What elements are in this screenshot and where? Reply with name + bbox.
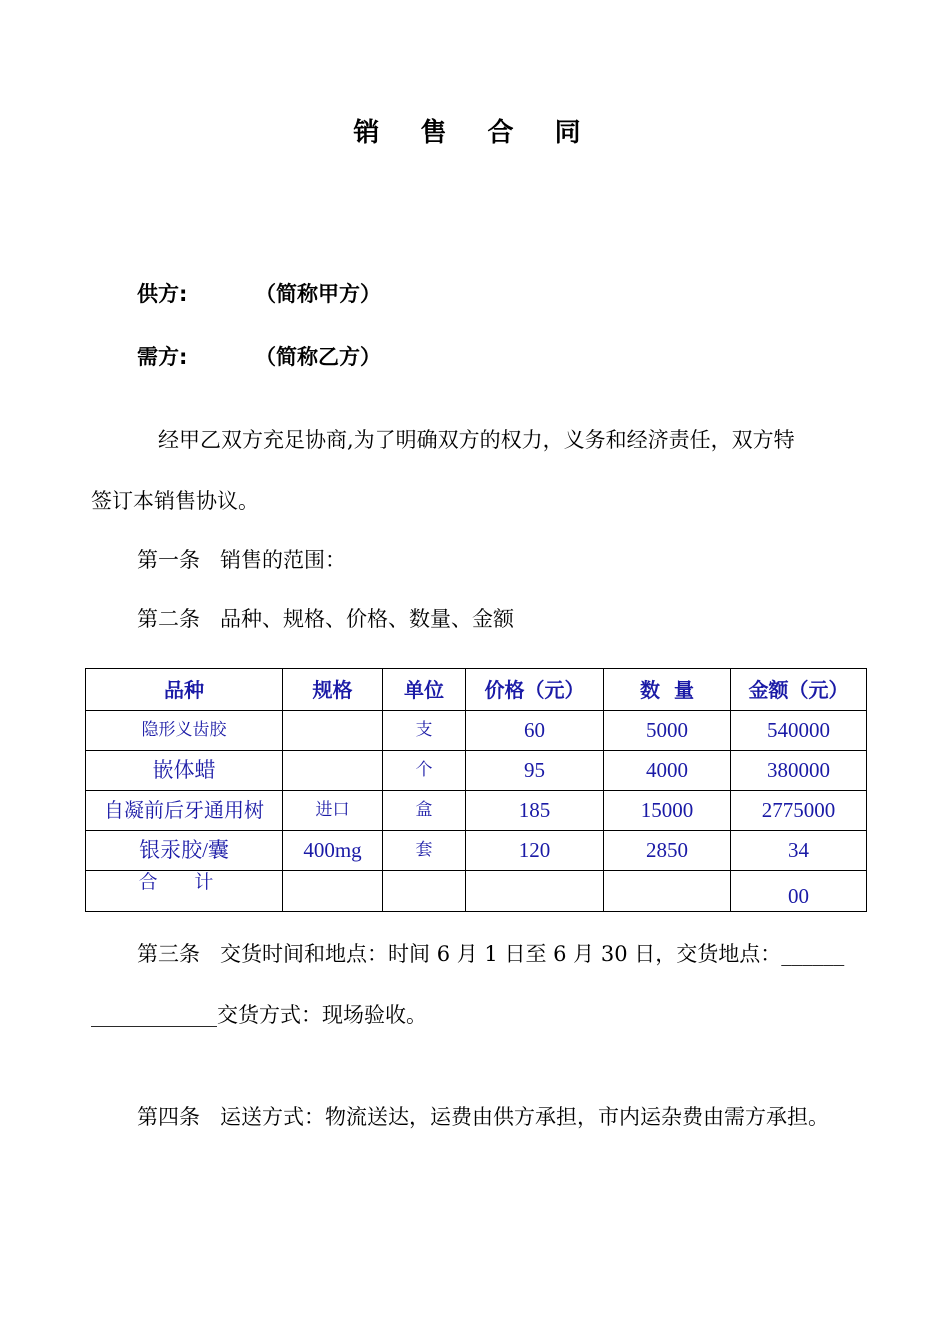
table-row	[86, 751, 867, 791]
header-price: 价格（元）	[466, 669, 604, 711]
table-row	[86, 791, 867, 831]
cell-qty: 2850	[604, 831, 731, 871]
clause-1: 第一条 销售的范围：	[137, 548, 347, 572]
cell-spec: 进口	[283, 791, 383, 831]
cell-name: 自凝前后牙通用树	[86, 791, 283, 831]
cell-name: 隐形义齿胶	[86, 711, 283, 751]
product-table	[85, 668, 867, 912]
cell-spec	[283, 751, 383, 791]
cell-qty: 4000	[604, 751, 731, 791]
cell-name: 银汞胶/囊	[86, 831, 283, 871]
cell-unit: 套	[383, 831, 466, 871]
document-title: 销 售 合 同	[353, 118, 597, 148]
total-amount: 00	[731, 871, 867, 912]
cell-price: 60	[466, 711, 604, 751]
cell-qty: 5000	[604, 711, 731, 751]
clause-4: 第四条 运送方式：物流送达，运费由供方承担，市内运杂费由需方承担。	[137, 1105, 830, 1129]
total-empty-qty	[604, 871, 731, 912]
table-row	[86, 711, 867, 751]
intro-line-2: 签订本销售协议。	[91, 489, 259, 513]
cell-spec: 400mg	[283, 831, 383, 871]
supplier-line	[137, 278, 381, 308]
header-spec: 规格	[283, 669, 383, 711]
total-empty-spec	[283, 871, 383, 912]
cell-unit: 支	[383, 711, 466, 751]
clause-2: 第二条 品种、规格、价格、数量、金额	[137, 607, 515, 631]
cell-price: 120	[466, 831, 604, 871]
cell-name: 嵌体蜡	[86, 751, 283, 791]
header-amount: 金额（元）	[731, 669, 867, 711]
cell-unit: 盒	[383, 791, 466, 831]
clause-3-line-1: 第三条 交货时间和地点：时间 6 月 1 日至 6 月 30 日，交货地点：______	[137, 942, 845, 966]
supplier-abbr: （简称甲方）	[255, 282, 381, 306]
table-row	[86, 831, 867, 871]
total-empty-unit	[383, 871, 466, 912]
cell-unit: 个	[383, 751, 466, 791]
cell-qty: 15000	[604, 791, 731, 831]
intro-line-1: 经甲乙双方充足协商,为了明确双方的权力，义务和经济责任，双方特	[158, 428, 795, 452]
header-qty: 数 量	[604, 669, 731, 711]
cell-amount: 540000	[731, 711, 867, 751]
cell-amount: 380000	[731, 751, 867, 791]
total-label: 合 计	[86, 871, 283, 912]
buyer-label: 需方:	[137, 345, 188, 369]
header-name: 品种	[86, 669, 283, 711]
table-header-row	[86, 669, 867, 711]
clause-3-line-2: ____________交货方式：现场验收。	[91, 1003, 427, 1027]
buyer-abbr: （简称乙方）	[255, 345, 381, 369]
cell-amount: 2775000	[731, 791, 867, 831]
supplier-label: 供方:	[137, 282, 188, 306]
buyer-line	[137, 341, 381, 371]
cell-spec	[283, 711, 383, 751]
total-empty-price	[466, 871, 604, 912]
header-unit: 单位	[383, 669, 466, 711]
cell-price: 95	[466, 751, 604, 791]
cell-amount: 34	[731, 831, 867, 871]
cell-price: 185	[466, 791, 604, 831]
table-total-row	[86, 871, 867, 912]
